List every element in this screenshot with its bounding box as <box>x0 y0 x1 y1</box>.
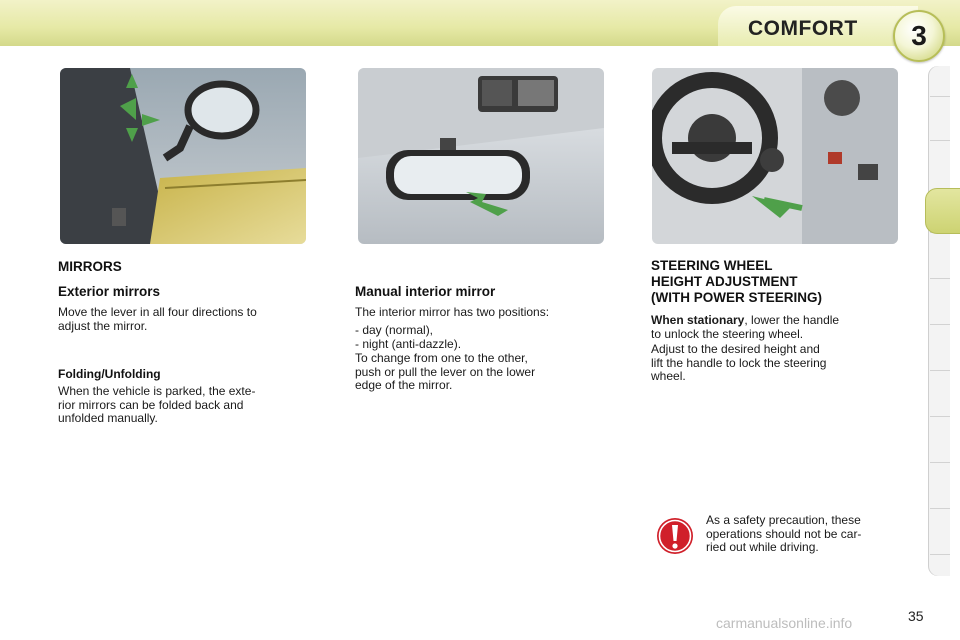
text-line: Adjust to the desired height and <box>651 342 820 356</box>
subtitle-manual-interior-mirror: Manual interior mirror <box>355 284 496 299</box>
section-title-steering-wheel <box>651 258 822 306</box>
steering-wheel-photo <box>652 68 898 244</box>
warning-text <box>706 514 906 555</box>
title-line: HEIGHT ADJUSTMENT <box>651 274 798 289</box>
subtitle-folding-unfolding: Folding/Unfolding <box>58 367 161 381</box>
text-line: edge of the mirror. <box>355 378 453 392</box>
text-line: rior mirrors can be folded back and <box>58 397 244 412</box>
title-line: (WITH POWER STEERING) <box>651 290 822 305</box>
text-line: push or pull the lever on the lower <box>355 364 536 379</box>
chapter-side-tabs <box>928 66 950 576</box>
side-tab-divider <box>930 96 950 97</box>
side-tab-active-comfort[interactable] <box>925 188 960 234</box>
interior-mirror-photo <box>358 68 604 244</box>
text-line: operations should not be car- <box>706 526 862 541</box>
side-tab-divider <box>930 324 950 325</box>
side-tab-divider <box>930 370 950 371</box>
section-title-mirrors: MIRRORS <box>58 259 122 274</box>
text-line <box>651 314 903 328</box>
side-tab-divider <box>930 140 950 141</box>
text-line: adjust the mirror. <box>58 318 148 333</box>
steering-paragraph-1 <box>651 314 903 341</box>
interior-mirror-paragraph <box>355 352 605 393</box>
side-tab-divider <box>930 508 950 509</box>
exterior-mirror-photo <box>60 68 306 244</box>
side-tab-divider <box>930 278 950 279</box>
page-number: 35 <box>908 608 924 624</box>
side-tab-divider <box>930 462 950 463</box>
folding-paragraph <box>58 385 310 426</box>
list-item-night: - night (anti-dazzle). <box>355 337 462 351</box>
chapter-number-badge: 3 <box>893 10 945 62</box>
interior-mirror-intro: The interior mirror has two positions: <box>355 305 550 319</box>
chapter-title: COMFORT <box>748 17 858 40</box>
text-line: As a safety precaution, these <box>706 513 861 527</box>
steering-paragraph-2 <box>651 343 903 384</box>
lead-rest-text: , lower the handle <box>744 313 840 327</box>
text-line: When the vehicle is parked, the exte- <box>58 384 256 398</box>
title-line: STEERING WHEEL <box>651 258 773 273</box>
text-line: Move the lever in all four directions to <box>58 305 257 319</box>
bold-lead-text: When stationary <box>651 313 745 327</box>
subtitle-exterior-mirrors: Exterior mirrors <box>58 284 161 299</box>
side-tab-divider <box>930 416 950 417</box>
text-line: To change from one to the other, <box>355 351 528 365</box>
list-item-day: - day (normal), <box>355 323 434 337</box>
text-line: wheel. <box>651 369 686 383</box>
exclamation-warning-icon <box>656 517 694 555</box>
text-line: ried out while driving. <box>706 540 819 554</box>
watermark-text: carmanualsonline.info <box>716 615 853 631</box>
side-tab-divider <box>930 554 950 555</box>
text-line: to unlock the steering wheel. <box>651 326 804 341</box>
text-line: lift the handle to lock the steering <box>651 355 827 370</box>
text-line: unfolded manually. <box>58 411 158 425</box>
exterior-mirrors-paragraph <box>58 306 257 333</box>
